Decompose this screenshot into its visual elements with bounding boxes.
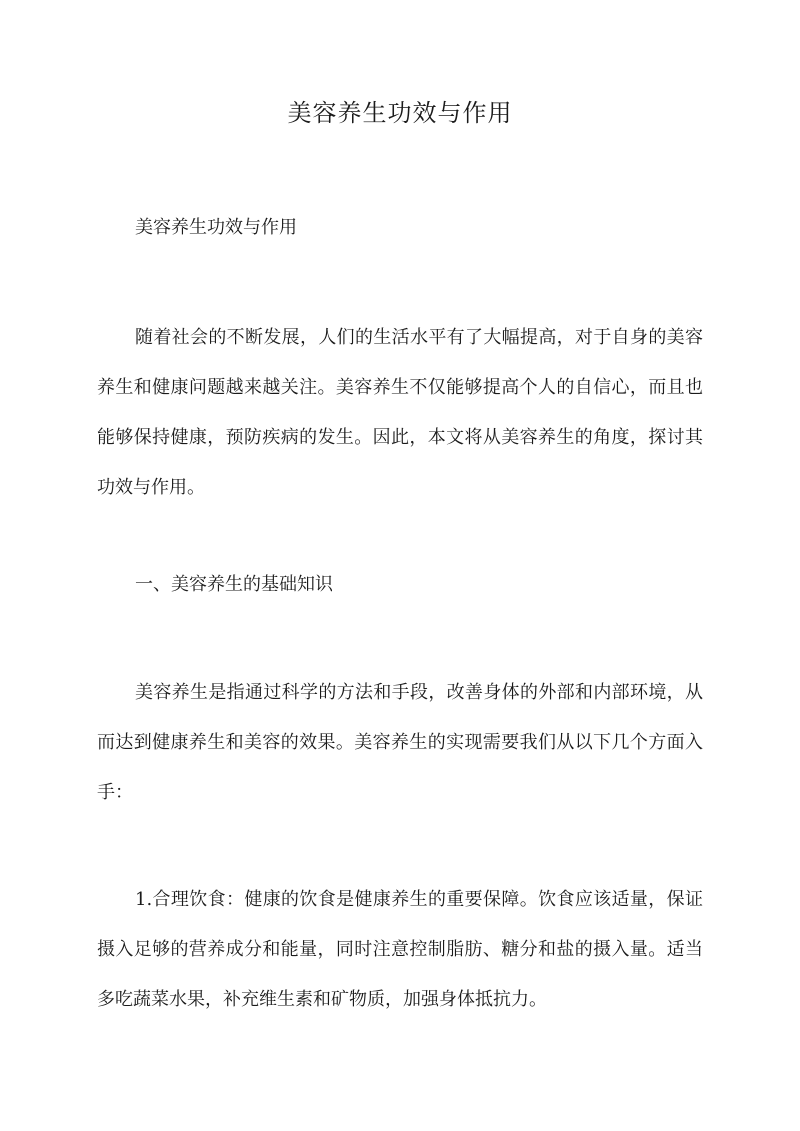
list-item: 1.合理饮食：健康的饮食是健康养生的重要保障。饮食应该适量，保证摄入足够的营养成分和能量，同时注意控制脂肪、糖分和盐的摄入量。适当多吃蔬菜水果，补充维生素和矿物质，加强身体抵抗力。 — [97, 889, 703, 1010]
document-subtitle: 美容养生功效与作用 — [135, 217, 297, 238]
section-heading: 一、美容养生的基础知识 — [135, 574, 333, 595]
intro-paragraph: 随着社会的不断发展，人们的生活水平有了大幅提高，对于自身的美容养生和健康问题越来越关注。美容养生不仅能够提高个人的自信心，而且也能够保持健康，预防疾病的发生。因此，本文将从美容养生的角度，探讨其功效与作用。 — [97, 327, 703, 498]
section-body-paragraph: 美容养生是指通过科学的方法和手段，改善身体的外部和内部环境，从而达到健康养生和美容的效果。美容养生的实现需要我们从以下几个方面入手： — [97, 682, 703, 803]
document-title: 美容养生功效与作用 — [287, 99, 513, 127]
